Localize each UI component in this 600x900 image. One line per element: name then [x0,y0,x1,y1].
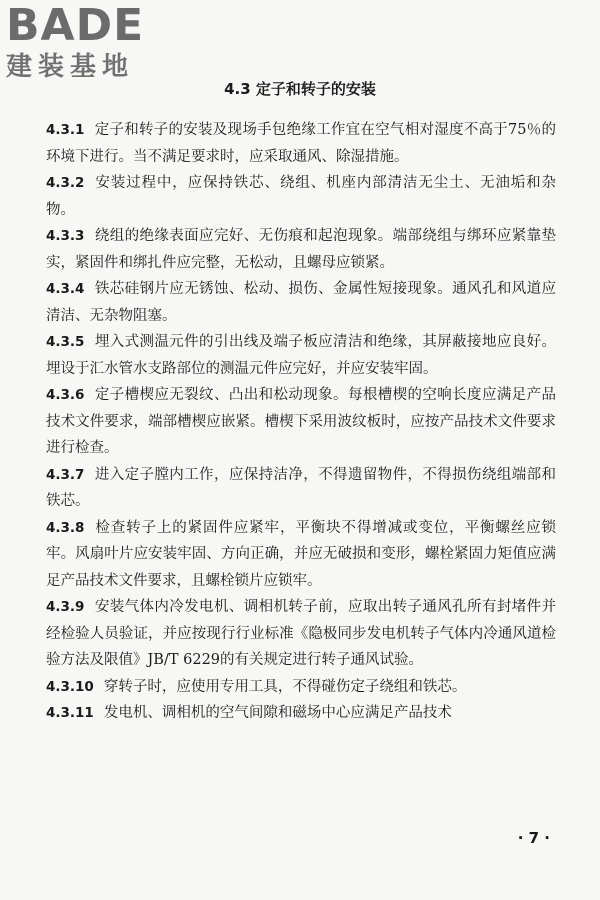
page-number: · 7 · [517,829,550,847]
clause-text: 埋入式测温元件的引出线及端子板应清洁和绝缘，其屏蔽接地应良好。埋设于汇水管水支路部位的测温元件应完好，并应安装牢固。 [46,334,556,377]
clause-number: 4.3.7 [46,466,85,483]
clause-4-3-9 [46,594,556,674]
clause-number: 4.3.11 [46,705,94,721]
section-body [46,117,556,727]
clause-text: 检查转子上的紧固件应紧牢，平衡块不得增减或变位，平衡螺丝应锁牢。风扇叶片应安装牢固、方向正确，并应无破损和变形，螺栓紧固力矩值应满足产品技术文件要求，且螺栓锁片应锁牢。 [46,519,556,589]
clause-text: 绕组的绝缘表面应完好、无伤痕和起泡现象。端部绕组与绑环应紧靠垫实，紧固件和绑扎件应完整，无松动，且螺母应锁紧。 [46,228,556,271]
clause-4-3-4 [46,276,556,329]
bade-logo [6,0,176,84]
clause-number: 4.3.1 [46,122,85,138]
clause-4-3-3 [46,223,556,276]
logo-brand: BADE [6,0,145,51]
section-title: 4.3 定子和转子的安装 [224,80,376,98]
clause-4-3-2 [46,170,556,223]
clause-4-3-1 [46,117,556,170]
clause-4-3-11 [46,700,556,727]
clause-number: 4.3.2 [46,175,85,191]
clause-number: 4.3.5 [46,334,85,350]
clause-text: 穿转子时，应使用专用工具，不得碰伤定子绕组和铁芯。 [103,678,467,695]
clause-4-3-6 [46,382,556,462]
clause-text: 定子和转子的安装及现场手包绝缘工作宜在空气相对湿度不高于75％的环境下进行。当不满足要求时，应采取通风、除湿措施。 [46,122,556,165]
clause-text: 铁芯硅钢片应无锈蚀、松动、损伤、金属性短接现象。通风孔和风道应清洁、无杂物阻塞。 [46,281,556,324]
clause-4-3-8 [46,515,556,595]
clause-number: 4.3.9 [46,599,85,615]
clause-4-3-10 [46,674,556,701]
clause-text: 进入定子膛内工作，应保持洁净，不得遗留物件，不得损伤绕组端部和铁芯。 [46,466,556,509]
clause-number: 4.3.8 [46,519,85,536]
clause-text: 安装气体内冷发电机、调相机转子前，应取出转子通风孔所有封堵件并经检验人员验证，并应按现行行业标准《隐极同步发电机转子气体内冷通风道检验方法及限值》JB/T 6229的有关规定进行转子通风试验。 [46,599,556,668]
clause-text: 定子槽楔应无裂纹、凸出和松动现象。每根槽楔的空响长度应满足产品技术文件要求，端部槽楔应嵌紧。槽楔下采用波纹板时，应按产品技术文件要求进行检查。 [46,387,556,456]
clause-text: 安装过程中，应保持铁芯、绕组、机座内部清洁无尘土、无油垢和杂物。 [46,175,556,218]
clause-number: 4.3.10 [46,678,94,695]
clause-4-3-7 [46,462,556,515]
clause-text: 发电机、调相机的空气间隙和磁场中心应满足产品技术 [103,705,452,721]
clause-number: 4.3.6 [46,387,85,403]
logo-subtitle: 建装基地 [6,52,135,82]
clause-4-3-5 [46,329,556,382]
clause-number: 4.3.3 [46,228,85,244]
clause-number: 4.3.4 [46,281,85,297]
